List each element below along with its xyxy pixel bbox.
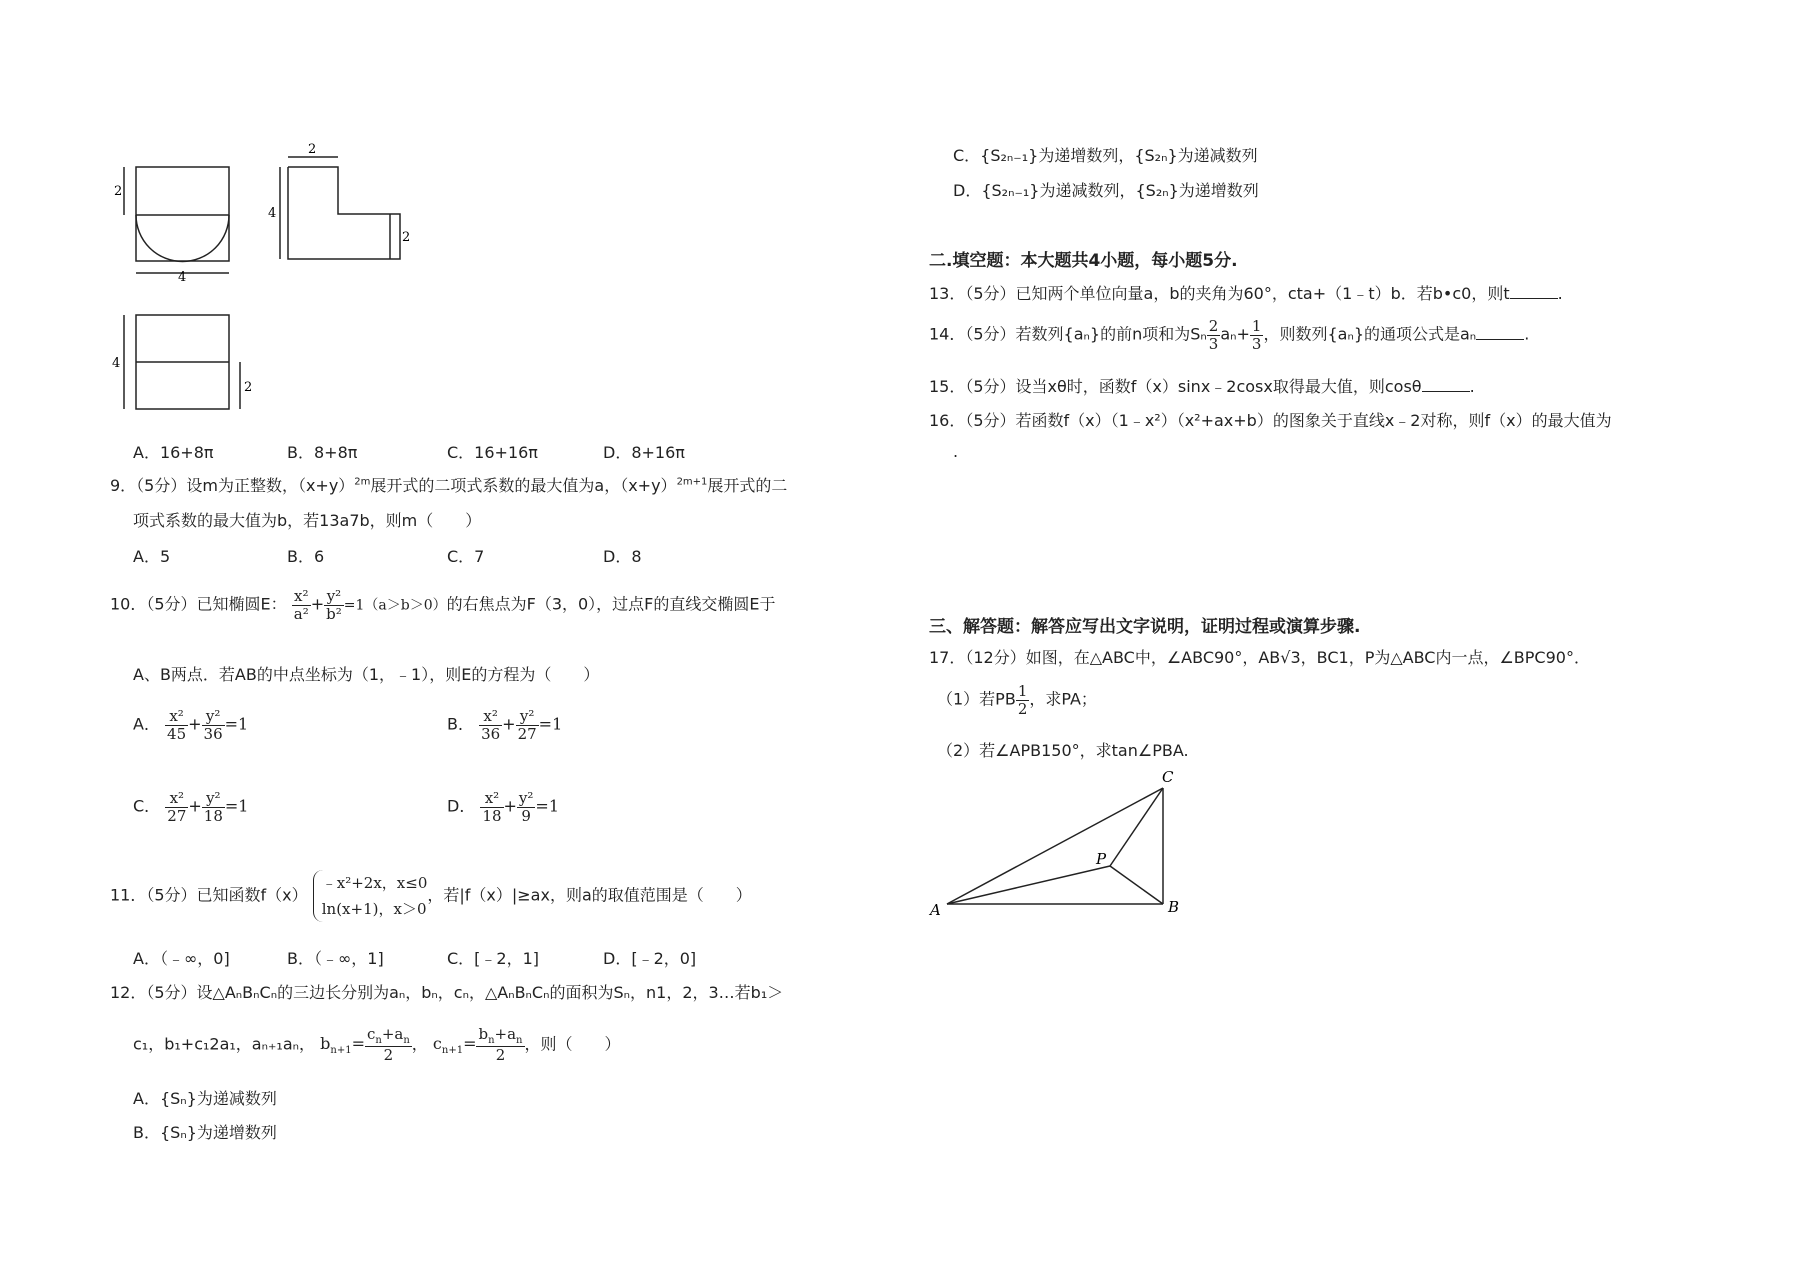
q11-option-b: B．（﹣∞，1] (287, 949, 384, 968)
q9-option-d: D．8 (603, 547, 642, 566)
q12-line1: 12．（5分）设△AₙBₙCₙ的三边长分别为aₙ，bₙ，cₙ，△AₙBₙCₙ的面积为Sₙ，n1，2，3…若b₁＞ (110, 983, 784, 1002)
three-view-figure (100, 135, 420, 425)
q8-option-a: A．16+8π (133, 443, 214, 462)
section3-heading: 三、解答题：解答应写出文字说明，证明过程或演算步骤. (929, 617, 1361, 637)
label-a: A (930, 901, 941, 919)
side-dim-step: 2 (402, 230, 411, 245)
front-dim-height: 2 (114, 184, 123, 199)
q9-option-b: B．6 (287, 547, 325, 566)
q12-option-c: C．{S₂ₙ₋₁}为递增数列，{S₂ₙ}为递减数列 (953, 146, 1258, 165)
q11-option-d: D．[﹣2，0] (603, 949, 697, 968)
q13: 13．（5分）已知两个单位向量a，b的夹角为60°，cta+（1﹣t）b．若b•c0，则t . (929, 284, 1563, 303)
q11-option-a: A．（﹣∞，0] (133, 949, 230, 968)
q11-piecewise: ﹣x²+2x，x≤0 ln(x+1)，x＞0 (313, 870, 428, 922)
q15: 15．（5分）设当xθ时，函数f（x）sinx﹣2cosx取得最大值，则cosθ . (929, 377, 1475, 396)
front-dim-width: 4 (178, 270, 187, 285)
section2-heading: 二.填空题：本大题共4小题，每小题5分. (929, 251, 1238, 271)
q17-part2: （2）若∠APB150°，求tan∠PBA. (937, 741, 1189, 760)
q17-part1: （1）若PB $\frac{1}{2}$ ，求PA； (937, 682, 1097, 718)
label-p: P (1096, 850, 1107, 868)
q10-option-d: D． $\frac{\text{x²}}{18}$ + $\frac{\text{y²}}{9}$ =1 (447, 789, 560, 825)
q17: 17．（12分）如图，在△ABC中，∠ABC90°，AB√3，BC1，P为△ABC内一点，∠BPC90°． (929, 648, 1590, 667)
q8-option-d: D．8+16π (603, 443, 685, 462)
q10-line2: A、B两点．若AB的中点坐标为（1，﹣1），则E的方程为（ ） (133, 665, 600, 684)
q12-option-a: A．{Sₙ}为递减数列 (133, 1089, 277, 1108)
top-view (124, 315, 240, 409)
q14: 14．（5分）若数列{aₙ}的前n项和为Sₙ $\frac{2}{3}$ aₙ+ $\frac{1}{3}$ ，则数列{aₙ}的通项公式是aₙ . (929, 317, 1530, 353)
q16: 16．（5分）若函数f（x）（1﹣x²）（x²+ax+b）的图象关于直线x﹣2对称，则f（x）的最大值为 (929, 411, 1612, 430)
q9-option-a: A．5 (133, 547, 171, 566)
q8-option-b: B．8+8π (287, 443, 358, 462)
q11-line: 11．（5分）已知函数f（x） ﹣x²+2x，x≤0 ln(x+1)，x＞0 ，若|f（x）|≥ax，则a的取值范围是（ ） (110, 870, 752, 922)
q12-option-b: B．{Sₙ}为递增数列 (133, 1123, 277, 1142)
label-b: B (1168, 898, 1180, 916)
q10-option-c: C． $\frac{\text{x²}}{27}$ + $\frac{\text{y²}}{18}$ =1 (133, 789, 249, 825)
q10-option-a: A． $\frac{\text{x²}}{45}$ + $\frac{\text{y²}}{36}$ =1 (133, 707, 249, 743)
side-view (280, 157, 400, 259)
q10-frac-x: $\frac{\text{x²}}{\text{a²}}$ (293, 587, 309, 623)
q12-option-d: D．{S₂ₙ₋₁}为递减数列，{S₂ₙ}为递增数列 (953, 181, 1259, 200)
q8-option-c: C．16+16π (447, 443, 538, 462)
side-dim-top: 2 (308, 142, 317, 157)
q10-option-b: B． $\frac{\text{x²}}{36}$ + $\frac{\text{y²}}{27}$ =1 (447, 707, 563, 743)
q10-line1: 10．（5分）已知椭圆E： $\frac{\text{x²}}{\text{a²}}$ + $\frac{\text{y²}}{\text{b²}}$ =1（a＞b＞0）的右焦点为F（3，0），过点F的直线交椭圆E于 (110, 587, 776, 623)
q10-frac-y: $\frac{\text{y²}}{\text{b²}}$ (326, 587, 342, 623)
q16-end: . (953, 442, 959, 461)
q12-line2: c₁，b₁+c₁2a₁，aₙ₊₁aₙ， $b_{n+1}=$ $\frac{c_n+a_n}{2}$ ， $c_{n+1}=$ $\frac{b_n+a_n}{2}$ ，则（ ） (133, 1025, 621, 1064)
top-dim-step: 2 (244, 380, 253, 395)
q11-option-c: C．[﹣2，1] (447, 949, 540, 968)
label-c: C (1162, 768, 1174, 786)
front-view (124, 167, 229, 273)
q9-option-c: C．7 (447, 547, 485, 566)
q9-line2: 项式系数的最大值为b，若13a7b，则m（ ） (133, 511, 482, 530)
q9-line1: 9．（5分）设m为正整数，$(x+y)^{2m}$展开式的二项式系数的最大值为a，$(x+y)^{2m+1}$展开式的二 (110, 476, 788, 495)
triangle-figure (920, 760, 1200, 920)
side-dim-height: 4 (268, 206, 277, 221)
top-dim-height: 4 (112, 356, 121, 371)
